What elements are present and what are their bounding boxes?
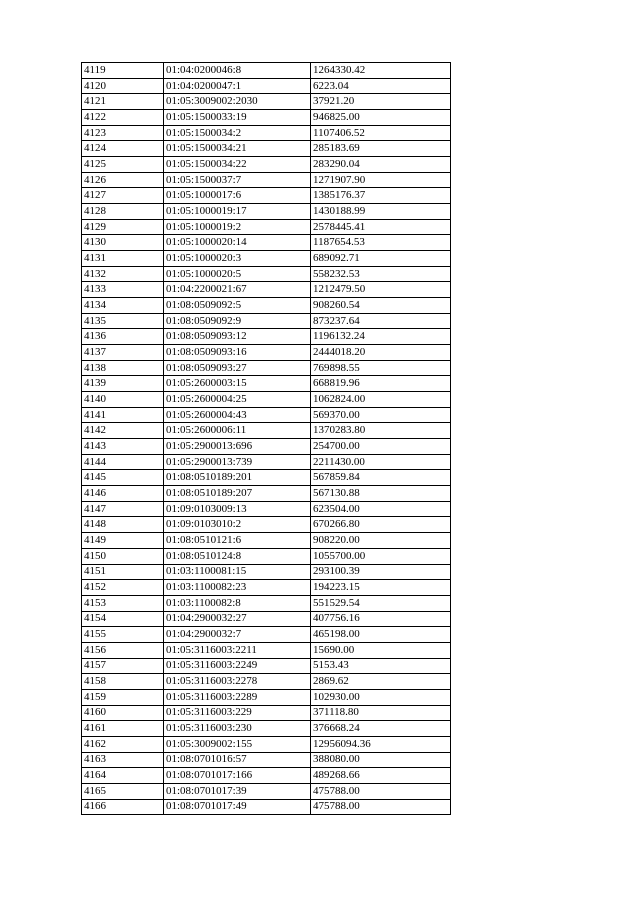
value-cell: 1107406.52 bbox=[311, 125, 451, 141]
table-row bbox=[82, 141, 451, 157]
cadastral-number-cell: 01:05:1000020:3 bbox=[164, 251, 311, 267]
row-number-cell: 4156 bbox=[82, 642, 164, 658]
cadastral-number-cell: 01:08:0510121:6 bbox=[164, 533, 311, 549]
table-row bbox=[82, 689, 451, 705]
cadastral-number-cell: 01:05:1000019:2 bbox=[164, 219, 311, 235]
table-row bbox=[82, 658, 451, 674]
value-cell: 194223.15 bbox=[311, 580, 451, 596]
row-number-cell: 4164 bbox=[82, 768, 164, 784]
value-cell: 946825.00 bbox=[311, 110, 451, 126]
row-number-cell: 4149 bbox=[82, 533, 164, 549]
cadastral-number-cell: 01:05:1500037:7 bbox=[164, 172, 311, 188]
row-number-cell: 4146 bbox=[82, 486, 164, 502]
value-cell: 15690.00 bbox=[311, 642, 451, 658]
table-row bbox=[82, 627, 451, 643]
value-cell: 623504.00 bbox=[311, 501, 451, 517]
cadastral-number-cell: 01:08:0510189:207 bbox=[164, 486, 311, 502]
table-row bbox=[82, 783, 451, 799]
cadastral-number-cell: 01:04:2200021:67 bbox=[164, 282, 311, 298]
row-number-cell: 4158 bbox=[82, 674, 164, 690]
cadastral-number-cell: 01:08:0509093:16 bbox=[164, 345, 311, 361]
row-number-cell: 4130 bbox=[82, 235, 164, 251]
row-number-cell: 4120 bbox=[82, 78, 164, 94]
table-row bbox=[82, 752, 451, 768]
cadastral-number-cell: 01:05:2900013:696 bbox=[164, 439, 311, 455]
row-number-cell: 4136 bbox=[82, 329, 164, 345]
cadastral-number-cell: 01:03:1100082:8 bbox=[164, 595, 311, 611]
row-number-cell: 4133 bbox=[82, 282, 164, 298]
cadastral-number-cell: 01:04:2900032:7 bbox=[164, 627, 311, 643]
value-cell: 908220.00 bbox=[311, 533, 451, 549]
table-row bbox=[82, 266, 451, 282]
cadastral-number-cell: 01:09:0103009:13 bbox=[164, 501, 311, 517]
value-cell: 283290.04 bbox=[311, 157, 451, 173]
table-row bbox=[82, 204, 451, 220]
row-number-cell: 4138 bbox=[82, 360, 164, 376]
table-row bbox=[82, 345, 451, 361]
row-number-cell: 4126 bbox=[82, 172, 164, 188]
row-number-cell: 4122 bbox=[82, 110, 164, 126]
cadastral-number-cell: 01:05:2600003:15 bbox=[164, 376, 311, 392]
table-row bbox=[82, 423, 451, 439]
row-number-cell: 4132 bbox=[82, 266, 164, 282]
cadastral-number-cell: 01:05:1500034:22 bbox=[164, 157, 311, 173]
value-cell: 371118.80 bbox=[311, 705, 451, 721]
value-cell: 668819.96 bbox=[311, 376, 451, 392]
cadastral-number-cell: 01:05:3116003:2211 bbox=[164, 642, 311, 658]
value-cell: 293100.39 bbox=[311, 564, 451, 580]
row-number-cell: 4144 bbox=[82, 454, 164, 470]
row-number-cell: 4155 bbox=[82, 627, 164, 643]
table-row bbox=[82, 642, 451, 658]
value-cell: 489268.66 bbox=[311, 768, 451, 784]
value-cell: 1212479.50 bbox=[311, 282, 451, 298]
table-row bbox=[82, 329, 451, 345]
table-row bbox=[82, 172, 451, 188]
table-row bbox=[82, 251, 451, 267]
value-cell: 1062824.00 bbox=[311, 392, 451, 408]
cadastral-number-cell: 01:05:3116003:2289 bbox=[164, 689, 311, 705]
table-row bbox=[82, 768, 451, 784]
table-row bbox=[82, 157, 451, 173]
table-row bbox=[82, 392, 451, 408]
table-row bbox=[82, 548, 451, 564]
value-cell: 2869.62 bbox=[311, 674, 451, 690]
value-cell: 1430188.99 bbox=[311, 204, 451, 220]
table-row bbox=[82, 439, 451, 455]
row-number-cell: 4143 bbox=[82, 439, 164, 455]
cadastral-number-cell: 01:08:0510124:8 bbox=[164, 548, 311, 564]
cadastral-number-cell: 01:05:1000019:17 bbox=[164, 204, 311, 220]
row-number-cell: 4124 bbox=[82, 141, 164, 157]
row-number-cell: 4123 bbox=[82, 125, 164, 141]
table-row bbox=[82, 125, 451, 141]
cadastral-number-cell: 01:08:0509092:5 bbox=[164, 298, 311, 314]
row-number-cell: 4165 bbox=[82, 783, 164, 799]
table-row bbox=[82, 360, 451, 376]
cadastral-number-cell: 01:05:3116003:230 bbox=[164, 721, 311, 737]
row-number-cell: 4137 bbox=[82, 345, 164, 361]
cadastral-number-cell: 01:08:0510189:201 bbox=[164, 470, 311, 486]
value-cell: 558232.53 bbox=[311, 266, 451, 282]
value-cell: 1264330.42 bbox=[311, 63, 451, 79]
cadastral-number-cell: 01:09:0103010:2 bbox=[164, 517, 311, 533]
data-table bbox=[81, 62, 451, 815]
value-cell: 1187654.53 bbox=[311, 235, 451, 251]
table-row bbox=[82, 674, 451, 690]
cadastral-number-cell: 01:03:1100082:23 bbox=[164, 580, 311, 596]
value-cell: 407756.16 bbox=[311, 611, 451, 627]
table-row bbox=[82, 580, 451, 596]
cadastral-number-cell: 01:04:0200047:1 bbox=[164, 78, 311, 94]
row-number-cell: 4152 bbox=[82, 580, 164, 596]
value-cell: 5153.43 bbox=[311, 658, 451, 674]
table-row bbox=[82, 376, 451, 392]
cadastral-number-cell: 01:05:2600006:11 bbox=[164, 423, 311, 439]
value-cell: 567859.84 bbox=[311, 470, 451, 486]
value-cell: 567130.88 bbox=[311, 486, 451, 502]
table-row bbox=[82, 298, 451, 314]
table-row bbox=[82, 94, 451, 110]
table-row bbox=[82, 517, 451, 533]
table-row bbox=[82, 235, 451, 251]
row-number-cell: 4159 bbox=[82, 689, 164, 705]
row-number-cell: 4161 bbox=[82, 721, 164, 737]
value-cell: 6223.04 bbox=[311, 78, 451, 94]
row-number-cell: 4160 bbox=[82, 705, 164, 721]
row-number-cell: 4153 bbox=[82, 595, 164, 611]
value-cell: 465198.00 bbox=[311, 627, 451, 643]
value-cell: 670266.80 bbox=[311, 517, 451, 533]
row-number-cell: 4125 bbox=[82, 157, 164, 173]
table-row bbox=[82, 799, 451, 815]
table-row bbox=[82, 454, 451, 470]
row-number-cell: 4140 bbox=[82, 392, 164, 408]
table-row bbox=[82, 595, 451, 611]
row-number-cell: 4145 bbox=[82, 470, 164, 486]
row-number-cell: 4127 bbox=[82, 188, 164, 204]
row-number-cell: 4142 bbox=[82, 423, 164, 439]
table-row bbox=[82, 110, 451, 126]
cadastral-number-cell: 01:05:2600004:43 bbox=[164, 407, 311, 423]
cadastral-number-cell: 01:05:1000020:14 bbox=[164, 235, 311, 251]
cadastral-number-cell: 01:05:3009002:155 bbox=[164, 736, 311, 752]
cadastral-number-cell: 01:08:0509093:27 bbox=[164, 360, 311, 376]
value-cell: 285183.69 bbox=[311, 141, 451, 157]
value-cell: 551529.54 bbox=[311, 595, 451, 611]
table-row bbox=[82, 533, 451, 549]
value-cell: 873237.64 bbox=[311, 313, 451, 329]
value-cell: 1370283.80 bbox=[311, 423, 451, 439]
value-cell: 2444018.20 bbox=[311, 345, 451, 361]
value-cell: 689092.71 bbox=[311, 251, 451, 267]
value-cell: 254700.00 bbox=[311, 439, 451, 455]
table-row bbox=[82, 486, 451, 502]
cadastral-number-cell: 01:05:1500034:2 bbox=[164, 125, 311, 141]
cadastral-number-cell: 01:05:3116003:229 bbox=[164, 705, 311, 721]
cadastral-number-cell: 01:05:1000020:5 bbox=[164, 266, 311, 282]
row-number-cell: 4147 bbox=[82, 501, 164, 517]
value-cell: 475788.00 bbox=[311, 799, 451, 815]
row-number-cell: 4150 bbox=[82, 548, 164, 564]
table-row bbox=[82, 78, 451, 94]
value-cell: 1385176.37 bbox=[311, 188, 451, 204]
value-cell: 1196132.24 bbox=[311, 329, 451, 345]
value-cell: 2211430.00 bbox=[311, 454, 451, 470]
table-row bbox=[82, 219, 451, 235]
value-cell: 569370.00 bbox=[311, 407, 451, 423]
table-row bbox=[82, 407, 451, 423]
table-row bbox=[82, 705, 451, 721]
value-cell: 1055700.00 bbox=[311, 548, 451, 564]
row-number-cell: 4151 bbox=[82, 564, 164, 580]
value-cell: 1271907.90 bbox=[311, 172, 451, 188]
value-cell: 37921.20 bbox=[311, 94, 451, 110]
cadastral-number-cell: 01:03:1100081:15 bbox=[164, 564, 311, 580]
row-number-cell: 4148 bbox=[82, 517, 164, 533]
value-cell: 102930.00 bbox=[311, 689, 451, 705]
value-cell: 12956094.36 bbox=[311, 736, 451, 752]
row-number-cell: 4119 bbox=[82, 63, 164, 79]
row-number-cell: 4131 bbox=[82, 251, 164, 267]
row-number-cell: 4154 bbox=[82, 611, 164, 627]
value-cell: 376668.24 bbox=[311, 721, 451, 737]
cadastral-number-cell: 01:05:1500033:19 bbox=[164, 110, 311, 126]
spreadsheet-page bbox=[81, 62, 451, 815]
table-row bbox=[82, 470, 451, 486]
row-number-cell: 4141 bbox=[82, 407, 164, 423]
cadastral-number-cell: 01:08:0701017:166 bbox=[164, 768, 311, 784]
row-number-cell: 4162 bbox=[82, 736, 164, 752]
cadastral-number-cell: 01:08:0701016:57 bbox=[164, 752, 311, 768]
table-row bbox=[82, 313, 451, 329]
value-cell: 2578445.41 bbox=[311, 219, 451, 235]
value-cell: 908260.54 bbox=[311, 298, 451, 314]
value-cell: 475788.00 bbox=[311, 783, 451, 799]
table-body bbox=[82, 63, 451, 815]
row-number-cell: 4121 bbox=[82, 94, 164, 110]
cadastral-number-cell: 01:05:1000017:6 bbox=[164, 188, 311, 204]
table-row bbox=[82, 736, 451, 752]
table-row bbox=[82, 63, 451, 79]
cadastral-number-cell: 01:08:0701017:39 bbox=[164, 783, 311, 799]
cadastral-number-cell: 01:08:0509093:12 bbox=[164, 329, 311, 345]
table-row bbox=[82, 611, 451, 627]
table-row bbox=[82, 564, 451, 580]
cadastral-number-cell: 01:08:0701017:49 bbox=[164, 799, 311, 815]
table-row bbox=[82, 188, 451, 204]
cadastral-number-cell: 01:04:0200046:8 bbox=[164, 63, 311, 79]
value-cell: 769898.55 bbox=[311, 360, 451, 376]
cadastral-number-cell: 01:04:2900032:27 bbox=[164, 611, 311, 627]
value-cell: 388080.00 bbox=[311, 752, 451, 768]
row-number-cell: 4163 bbox=[82, 752, 164, 768]
row-number-cell: 4166 bbox=[82, 799, 164, 815]
table-row bbox=[82, 501, 451, 517]
row-number-cell: 4129 bbox=[82, 219, 164, 235]
row-number-cell: 4139 bbox=[82, 376, 164, 392]
cadastral-number-cell: 01:05:2900013:739 bbox=[164, 454, 311, 470]
table-row bbox=[82, 282, 451, 298]
row-number-cell: 4135 bbox=[82, 313, 164, 329]
cadastral-number-cell: 01:08:0509092:9 bbox=[164, 313, 311, 329]
cadastral-number-cell: 01:05:3009002:2030 bbox=[164, 94, 311, 110]
cadastral-number-cell: 01:05:1500034:21 bbox=[164, 141, 311, 157]
row-number-cell: 4128 bbox=[82, 204, 164, 220]
cadastral-number-cell: 01:05:3116003:2278 bbox=[164, 674, 311, 690]
cadastral-number-cell: 01:05:3116003:2249 bbox=[164, 658, 311, 674]
table-row bbox=[82, 721, 451, 737]
row-number-cell: 4157 bbox=[82, 658, 164, 674]
row-number-cell: 4134 bbox=[82, 298, 164, 314]
cadastral-number-cell: 01:05:2600004:25 bbox=[164, 392, 311, 408]
